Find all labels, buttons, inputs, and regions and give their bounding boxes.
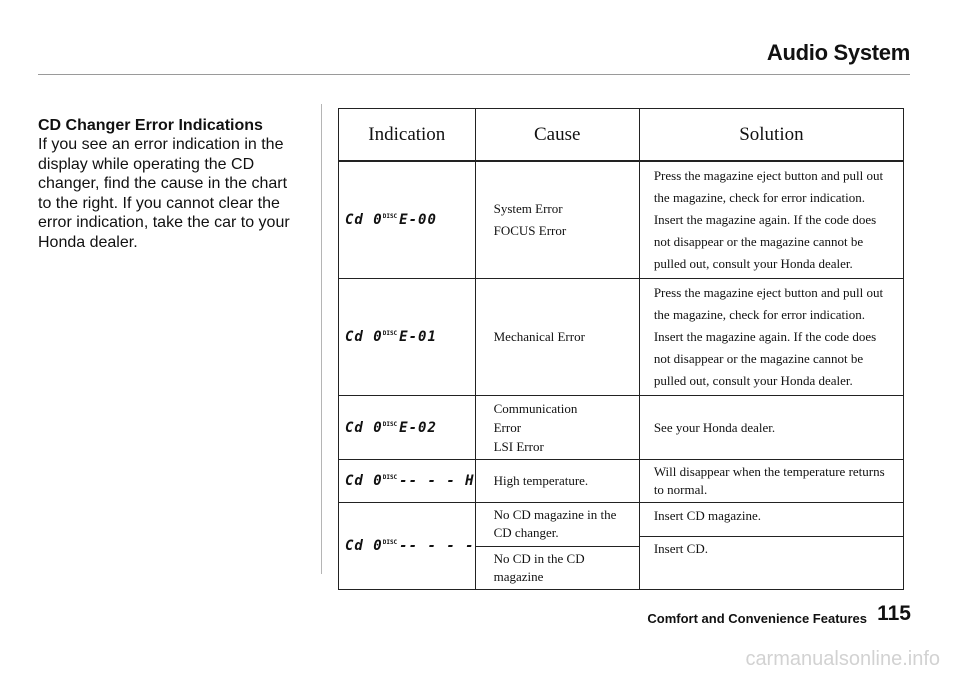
table-row bbox=[339, 460, 904, 503]
lcd-error-code: -- - - H bbox=[399, 473, 475, 489]
cause-line: Communication bbox=[493, 401, 578, 416]
lcd-disc-label: DISC bbox=[382, 213, 398, 220]
cause-cell bbox=[475, 460, 639, 503]
table-row bbox=[339, 396, 904, 460]
cause-line: System Error bbox=[493, 201, 563, 216]
cause-line: No CD magazine in the CD changer. bbox=[476, 503, 639, 547]
lcd-error-code: E-01 bbox=[399, 329, 437, 345]
error-table bbox=[338, 108, 904, 590]
lcd-main: Cd 0 bbox=[345, 329, 383, 345]
cause-line: LSI Error bbox=[493, 439, 544, 454]
header-rule bbox=[38, 74, 910, 75]
solution-cell: Press the magazine eject button and pull out the magazine, check for error indication. Insert the magazine again. If the code does not disappear or the magazine cannot be pulled out, consult your Honda dealer. bbox=[639, 279, 903, 396]
indication-cell bbox=[339, 460, 476, 503]
header-cause: Cause bbox=[475, 109, 639, 162]
side-panel bbox=[38, 116, 303, 252]
table-header-row bbox=[339, 109, 904, 162]
side-heading: CD Changer Error Indications bbox=[38, 117, 263, 134]
table-row bbox=[339, 279, 904, 396]
indication-cell bbox=[339, 396, 476, 460]
header-indication: Indication bbox=[339, 109, 476, 162]
page-header-title: Audio System bbox=[766, 40, 910, 65]
cause-line: FOCUS Error bbox=[493, 223, 567, 238]
cause-cell bbox=[475, 396, 639, 460]
lcd-error-code: -- - - - bbox=[399, 538, 475, 554]
solution-cell: See your Honda dealer. bbox=[639, 396, 903, 460]
footer-section-title: Comfort and Convenience Features bbox=[647, 611, 867, 626]
lcd-disc-label: DISC bbox=[382, 474, 398, 481]
lcd-display bbox=[339, 212, 437, 228]
lcd-display bbox=[339, 420, 437, 436]
indication-cell bbox=[339, 279, 476, 396]
cause-cell bbox=[475, 161, 639, 279]
cause-line: No CD in the CD magazine bbox=[493, 551, 585, 584]
cause-line: Mechanical Error bbox=[493, 329, 585, 344]
lcd-main: Cd 0 bbox=[345, 538, 383, 554]
lcd-main: Cd 0 bbox=[345, 419, 383, 436]
lcd-display bbox=[339, 329, 437, 345]
solution-line: Insert CD magazine. bbox=[640, 503, 903, 537]
indication-cell bbox=[339, 503, 476, 590]
solution-cell: Press the magazine eject button and pull out the magazine, check for error indication. Insert the magazine again. If the code does not disappear or the magazine cannot be pulled out, consult your Honda dealer. bbox=[639, 161, 903, 279]
table-row bbox=[339, 161, 904, 279]
side-body: If you see an error indication in the display while operating the CD changer, find the cause in the chart to the right. If you cannot clear the error indication, take the car to your Honda dealer. bbox=[38, 136, 290, 251]
lcd-display bbox=[339, 473, 475, 489]
lcd-error-code: E-02 bbox=[399, 419, 437, 436]
solution-cell bbox=[639, 503, 903, 590]
cause-cell bbox=[475, 503, 639, 590]
indication-cell bbox=[339, 161, 476, 279]
lcd-main: Cd 0 bbox=[345, 212, 383, 228]
lcd-main: Cd 0 bbox=[345, 473, 383, 489]
lcd-display bbox=[339, 538, 475, 554]
page-number: 115 bbox=[877, 602, 911, 625]
solution-line: Insert CD. bbox=[653, 541, 708, 556]
lcd-disc-label: DISC bbox=[382, 539, 398, 546]
column-divider bbox=[321, 104, 322, 574]
cause-cell bbox=[475, 279, 639, 396]
lcd-disc-label: DISC bbox=[382, 420, 398, 428]
solution-cell: Will disappear when the temperature returns to normal. bbox=[639, 460, 903, 503]
cause-line: Error bbox=[493, 420, 522, 435]
watermark: carmanualsonline.info bbox=[745, 648, 940, 670]
cause-line: High temperature. bbox=[493, 473, 589, 488]
lcd-error-code: E-00 bbox=[399, 212, 437, 228]
header-solution: Solution bbox=[639, 109, 903, 162]
lcd-disc-label: DISC bbox=[382, 330, 398, 337]
table-row bbox=[339, 503, 904, 590]
